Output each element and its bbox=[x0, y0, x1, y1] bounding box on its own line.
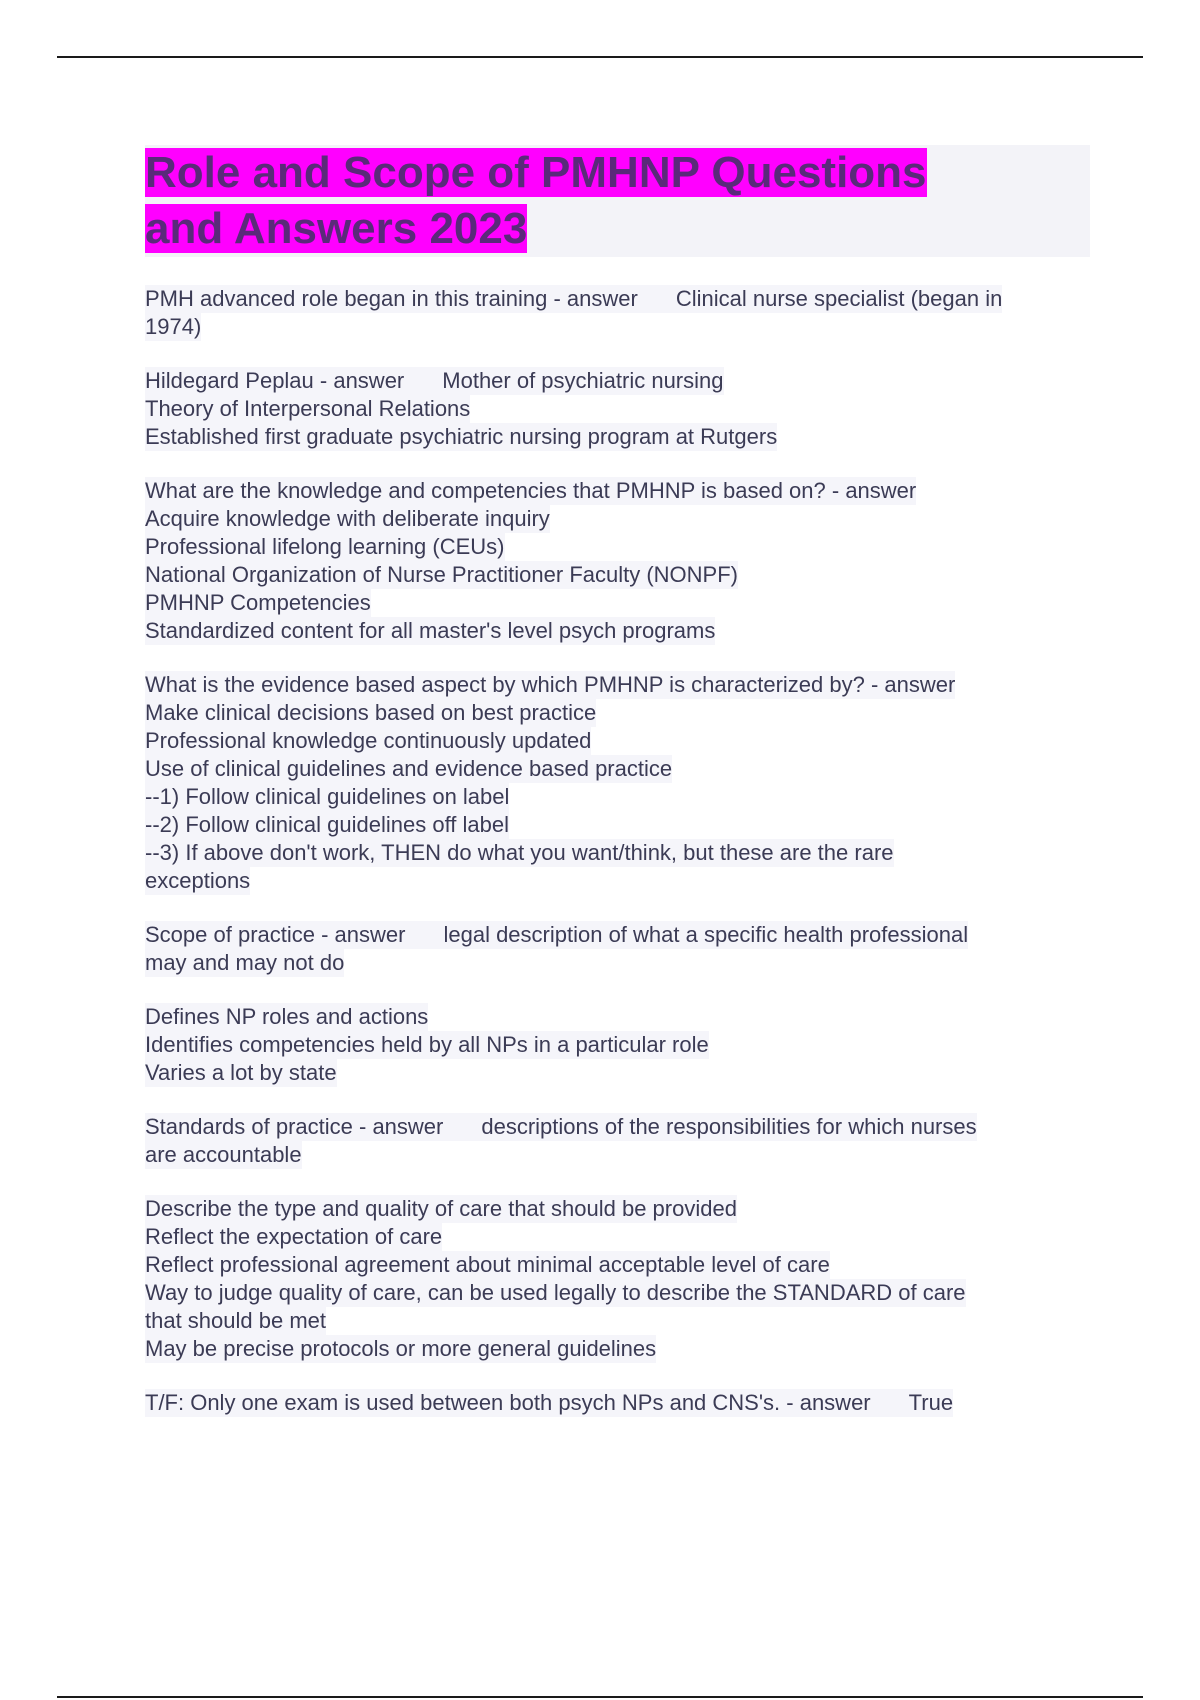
qa-question-line bbox=[145, 1113, 977, 1141]
title-line-2: and Answers 2023 bbox=[145, 204, 528, 253]
answer-line: Theory of Interpersonal Relations bbox=[145, 396, 471, 421]
answer-text: legal description of what a specific health professional bbox=[443, 922, 969, 947]
qa-item bbox=[145, 671, 1090, 895]
answer-line: Defines NP roles and actions bbox=[145, 1004, 429, 1029]
bottom-rule bbox=[57, 1696, 1143, 1698]
answer-line: Varies a lot by state bbox=[145, 1060, 337, 1085]
title-line-1: Role and Scope of PMHNP Questions bbox=[145, 148, 927, 197]
answer-text: True bbox=[908, 1390, 954, 1415]
answer-line: 1974) bbox=[145, 314, 202, 339]
question-text: Standards of practice - answer bbox=[145, 1114, 444, 1139]
answer-line: exceptions bbox=[145, 868, 251, 893]
answer-line: Professional knowledge continuously updated bbox=[145, 728, 592, 753]
question-text: T/F: Only one exam is used between both psych NPs and CNS's. - answer bbox=[145, 1390, 871, 1415]
qa-question-line bbox=[145, 285, 1002, 313]
question-text: Scope of practice - answer bbox=[145, 922, 406, 947]
question-text: What are the knowledge and competencies that PMHNP is based on? - answer bbox=[145, 478, 917, 503]
answer-line: --2) Follow clinical guidelines off label bbox=[145, 812, 509, 837]
answer-line: Identifies competencies held by all NPs in a particular role bbox=[145, 1032, 709, 1057]
answer-line: that should be met bbox=[145, 1308, 327, 1333]
qa-item bbox=[145, 285, 1090, 341]
question-text: PMH advanced role began in this training - answer bbox=[145, 286, 638, 311]
answer-line: Use of clinical guidelines and evidence based practice bbox=[145, 756, 673, 781]
answer-line: Professional lifelong learning (CEUs) bbox=[145, 534, 505, 559]
qa-item bbox=[145, 921, 1090, 977]
document-page bbox=[145, 145, 1090, 1443]
qa-question-line bbox=[145, 921, 968, 949]
qa-question-line bbox=[145, 367, 724, 395]
title-block bbox=[145, 145, 1090, 257]
answer-text: Clinical nurse specialist (began in bbox=[675, 286, 1003, 311]
answer-line: are accountable bbox=[145, 1142, 302, 1167]
answer-line: --3) If above don't work, THEN do what you want/think, but these are the rare bbox=[145, 840, 894, 865]
qa-question-line bbox=[145, 671, 955, 699]
answer-line: Way to judge quality of care, can be used legally to describe the STANDARD of care bbox=[145, 1280, 966, 1305]
qa-list bbox=[145, 285, 1090, 1417]
answer-line: Reflect professional agreement about minimal acceptable level of care bbox=[145, 1252, 830, 1277]
answer-line: Reflect the expectation of care bbox=[145, 1224, 443, 1249]
answer-text: Mother of psychiatric nursing bbox=[442, 368, 724, 393]
qa-question-line bbox=[145, 1389, 953, 1417]
answer-line: Standardized content for all master's level psych programs bbox=[145, 618, 716, 643]
answer-line: Describe the type and quality of care that should be provided bbox=[145, 1196, 737, 1221]
qa-item bbox=[145, 1113, 1090, 1169]
answer-line: National Organization of Nurse Practitioner Faculty (NONPF) bbox=[145, 562, 738, 587]
question-text: Hildegard Peplau - answer bbox=[145, 368, 405, 393]
top-rule bbox=[57, 56, 1143, 58]
qa-question-line bbox=[145, 477, 916, 505]
qa-item bbox=[145, 1389, 1090, 1417]
answer-line: Make clinical decisions based on best practice bbox=[145, 700, 597, 725]
answer-text: descriptions of the responsibilities for which nurses bbox=[481, 1114, 977, 1139]
answer-line: Acquire knowledge with deliberate inquiry bbox=[145, 506, 550, 531]
document-title bbox=[145, 145, 1090, 257]
answer-line: may and may not do bbox=[145, 950, 345, 975]
question-text: What is the evidence based aspect by which PMHNP is characterized by? - answer bbox=[145, 672, 956, 697]
qa-item bbox=[145, 1195, 1090, 1363]
qa-item bbox=[145, 477, 1090, 645]
answer-line: May be precise protocols or more general guidelines bbox=[145, 1336, 657, 1361]
qa-item bbox=[145, 1003, 1090, 1087]
answer-line: Established first graduate psychiatric nursing program at Rutgers bbox=[145, 424, 778, 449]
qa-item bbox=[145, 367, 1090, 451]
answer-line: PMHNP Competencies bbox=[145, 590, 371, 615]
answer-line: --1) Follow clinical guidelines on label bbox=[145, 784, 510, 809]
